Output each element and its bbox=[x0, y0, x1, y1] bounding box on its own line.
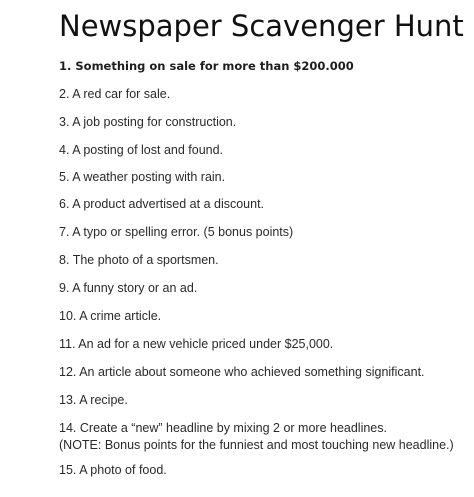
item-number: 13. bbox=[59, 393, 77, 407]
list-item bbox=[59, 196, 264, 213]
item-number: 12. bbox=[59, 365, 77, 379]
list-item bbox=[59, 252, 219, 269]
list-item bbox=[59, 58, 354, 75]
item-line bbox=[59, 420, 454, 437]
item-text: An article about someone who achieved something significant. bbox=[79, 365, 425, 379]
list-item bbox=[59, 420, 454, 454]
list-item bbox=[59, 308, 161, 325]
list-item bbox=[59, 462, 167, 479]
list-item bbox=[59, 392, 128, 409]
list-item bbox=[59, 169, 225, 186]
item-number: 9. bbox=[59, 281, 70, 295]
item-text: A job posting for construction. bbox=[72, 115, 237, 129]
list-item bbox=[59, 142, 223, 159]
item-number: 3. bbox=[59, 115, 70, 129]
item-text: A red car for sale. bbox=[72, 87, 171, 101]
list-item bbox=[59, 336, 333, 353]
item-text: A funny story or an ad. bbox=[72, 281, 198, 295]
item-text: A photo of food. bbox=[79, 463, 167, 477]
item-note: (NOTE: Bonus points for the funniest and most touching new headline.) bbox=[59, 438, 454, 452]
item-text: A typo or spelling error. (5 bonus points) bbox=[72, 225, 294, 239]
item-text: The photo of a sportsmen. bbox=[72, 253, 219, 267]
item-text: Something on sale for more than $200.000 bbox=[75, 59, 354, 73]
item-text: A recipe. bbox=[79, 393, 128, 407]
item-number: 6. bbox=[59, 197, 70, 211]
item-text: Create a “new” headline by mixing 2 or more headlines. bbox=[79, 421, 387, 435]
item-number: 8. bbox=[59, 253, 70, 267]
list-item bbox=[59, 224, 293, 241]
item-number: 5. bbox=[59, 170, 70, 184]
item-text: A product advertised at a discount. bbox=[72, 197, 265, 211]
item-number: 14. bbox=[59, 421, 77, 435]
item-text: A weather posting with rain. bbox=[72, 170, 226, 184]
item-number: 15. bbox=[59, 463, 77, 477]
list-item bbox=[59, 280, 197, 297]
item-number: 10. bbox=[59, 309, 77, 323]
item-text: A posting of lost and found. bbox=[72, 143, 224, 157]
item-number: 4. bbox=[59, 143, 70, 157]
item-number: 1. bbox=[59, 59, 72, 73]
item-number: 7. bbox=[59, 225, 70, 239]
item-number: 2. bbox=[59, 87, 70, 101]
item-text: An ad for a new vehicle priced under $25,000. bbox=[78, 337, 334, 351]
list-item bbox=[59, 114, 236, 131]
item-text: A crime article. bbox=[79, 309, 162, 323]
list-item bbox=[59, 86, 170, 103]
list-item bbox=[59, 364, 425, 381]
page-title: Newspaper Scavenger Hunt bbox=[59, 9, 464, 43]
item-number: 11. bbox=[59, 337, 76, 351]
